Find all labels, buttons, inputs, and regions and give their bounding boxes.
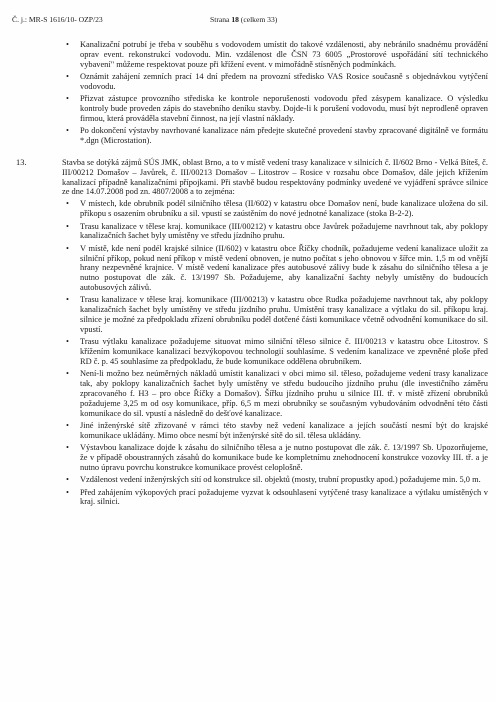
section-13 bbox=[16, 157, 488, 507]
bullet-icon: • bbox=[66, 243, 69, 253]
list-item: • Přizvat zástupce provozního střediska ke kontrole neporušenosti vodovodu před zásypem kanalizace. O výsledku kontroly bude proveden zápis do stavebního deníku stavby. Dojde-li k porušení vodovodu, musí být neprodleně opraven firmou, která prováděla stavební činnost, na její vlastní náklady. bbox=[66, 94, 488, 123]
list-item: • Před zahájením výkopových prací požadujeme vyzvat k odsouhlasení vytýčené trasy kanalizace a výtlaku umístěných v kraj. silnici. bbox=[66, 487, 488, 507]
bullet-icon: • bbox=[66, 369, 69, 379]
document-reference: Č. j.: MR-S 1616/10- OZP/23 bbox=[12, 15, 103, 24]
top-bullet-list bbox=[62, 40, 488, 146]
bullet-icon: • bbox=[66, 199, 69, 209]
document-body bbox=[16, 40, 488, 510]
list-item: • Oznámit zahájení zemních prací 14 dní předem na provozní středisko VAS Rosice současně s objednávkou vytýčení vodovodu. bbox=[66, 72, 488, 91]
page-number: Strana 18 (celkem 33) bbox=[210, 15, 278, 24]
list-item: • Výstavbou kanalizace dojde k zásahu do silničního tělesa a je nutno postupovat dle zák. č. 13/1997 Sb. Upozorňujeme, že v případě oboustranných zásahů do komunikace bude ke kompletnímu znehodnocení konstrukce vozovky III. tř. a je nutno úpravu povrchu konstrukce komunikace provést celoplošně. bbox=[66, 443, 488, 472]
list-item: • Kanalizační potrubí je třeba v souběhu s vodovodem umístit do takové vzdálenosti, aby nebránilo snadnému provádění oprav event. rekonstrukcí vodovodu. Min. vzdálenost dle ČSN 73 6005 „Prostorové uspořádání sítí technického vybavení" můžeme respektovat pouze při křížení event. v mimořádně stísněných podmínkách. bbox=[66, 40, 488, 69]
bullet-icon: • bbox=[66, 443, 69, 453]
list-item: • Po dokončení výstavby navrhované kanalizace nám předejte skutečné provedení stavby zpracované digitálně ve formátu *.dgn (Microstation). bbox=[66, 126, 488, 146]
list-item: • Trasu kanalizace v tělese kraj. komunikace (III/00213) v katastru obce Rudka požadujeme navrhnout tak, aby poklopy kanalizačních šachet byly umístěny ve středu jízdního pruhu. Umístění trasy kanalizace a výtlaku do sil. příkopu kraj. silnice je možné za předpokladu zřízení obrubníku podél dotčené části komunikace včetně odvodnění komunikace do sil. vpustí. bbox=[66, 295, 488, 334]
list-item: • V místě, kde není podél krajské silnice (II/602) v katastru obce Říčky chodník, požadujeme vedení kanalizace uložit za silniční příkop, pokud není příkop v místě vedení obnoven, je nutno počítat s jeho obnovou v šířce min. 1,5 m od vnější hrany nezpevněné krajnice. V místě vedení kanalizace přes autobusové zálivy bude k zásahu do silničního tělesa a je nutno postupovat dle zák. č. 13/1997 Sb. Požadujeme, aby kanalizační šachty nebyly umístěny do budoucích autobusových zálivů. bbox=[66, 243, 488, 293]
list-item: • V místech, kde obrubník podél silničního tělesa (II/602) v katastru obce Domašov není, bude kanalizace uložena do sil. příkopu s osazením obrubníku a sil. vpustí se zaústěním do nové jednotné kanalizace (stoka B-2-2). bbox=[66, 199, 488, 219]
bullet-icon: • bbox=[66, 421, 69, 431]
bullet-icon: • bbox=[66, 40, 69, 49]
list-item: • Trasu výtlaku kanalizace požadujeme situovat mimo silniční těleso silnice č. III/00213 v katastru obce Litostrov. S křížením komunikace kanalizací bezvýkopovou technologií souhlasíme. S vedením kanalizace ve zpevněné ploše před RD č. p. 45 souhlasíme za předpokladu, že bude komunikace oddělena obrubníkem. bbox=[66, 337, 488, 366]
section-number: 13. bbox=[16, 157, 27, 167]
list-item: • Trasu kanalizace v tělese kraj. komunikace (III/00212) v katastru obce Javůrek požadujeme navrhnout tak, aby poklopy kanalizačních šachet byly umístěny ve středu jízdního pruhu. bbox=[66, 221, 488, 241]
page-header bbox=[12, 15, 484, 25]
bullet-icon: • bbox=[66, 94, 69, 104]
bullet-icon: • bbox=[66, 126, 69, 136]
bullet-icon: • bbox=[66, 475, 69, 485]
list-item: • Vzdálenost vedení inženýrských sítí od konstrukce sil. objektů (mosty, trubní propustky apod.) požadujeme min. 5,0 m. bbox=[66, 475, 481, 485]
bullet-icon: • bbox=[66, 487, 69, 497]
section-bullet-list bbox=[62, 199, 488, 507]
section-intro: Stavba se dotýká zájmů SÚS JMK, oblast Brno, a to v místě vedení trasy kanalizace v silnicích č. II/602 Brno - Velká Bíteš, č. III/00212 Domašov – Javůrek, č. III/00213 Domašov – Litostrov – Rosice v rozsahu obce Domašov, dále jejich křížením kanalizací případně kanalizačními přípojkami. Při stavbě budou respektovány podmínky uvedené ve vyjádření správce silnice ze dne 14.07.2008 pod zn. 4807/2008 a to zejména: bbox=[62, 157, 488, 197]
bullet-icon: • bbox=[66, 221, 69, 231]
list-item: • Jiné inženýrské sítě zřizované v rámci této stavby než vedení kanalizace a jejích součástí nesmí být do krajské komunikace ukládány. Mimo obce nesmí být inženýrské sítě do sil. tělesa ukládány. bbox=[66, 421, 488, 440]
list-item: • Není-li možno bez neúměrných nákladů umístit kanalizaci v obci mimo sil. těleso, požadujeme vedení trasy kanalizace tak, aby poklopy kanalizačních šachet byly umístěny ve středu budoucího jízdního pruhu (dle investičního záměru zpracovaného f. H3 – pro obce Říčky a Domašov). Šířku jízdního pruhu u silnice III. tř. v místě zřízení obrubníků požadujeme 3,25 m od osy komunikace, příp. 6,5 m mezi obrubníky se současným vybudováním odvodnění této části komunikace do sil. vpustí a následně do dešťové kanalizace. bbox=[66, 369, 488, 418]
bullet-icon: • bbox=[66, 72, 69, 82]
bullet-icon: • bbox=[66, 295, 69, 305]
bullet-icon: • bbox=[66, 337, 69, 347]
